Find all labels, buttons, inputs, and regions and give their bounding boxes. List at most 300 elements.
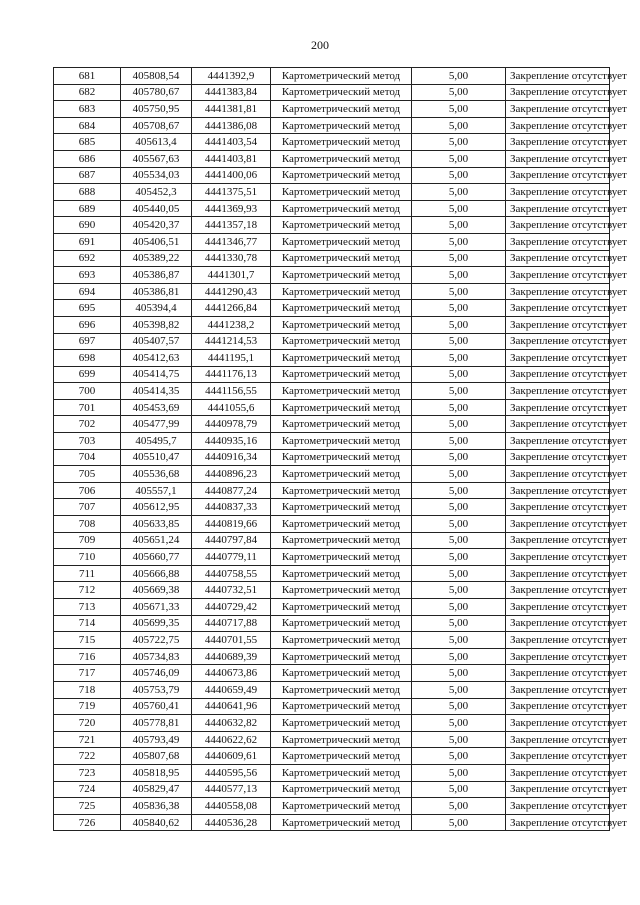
y-coordinate-cell: 4440837,33 — [192, 499, 271, 516]
table-row — [54, 781, 610, 798]
y-coordinate-cell: 4441195,1 — [192, 350, 271, 367]
method-cell: Картометрический метод — [271, 350, 412, 367]
point-number-cell: 687 — [54, 167, 121, 184]
method-cell: Картометрический метод — [271, 798, 412, 815]
y-coordinate-cell: 4440779,11 — [192, 549, 271, 566]
method-cell: Картометрический метод — [271, 267, 412, 284]
point-number-cell: 726 — [54, 814, 121, 831]
point-number-cell: 686 — [54, 150, 121, 167]
accuracy-cell: 5,00 — [412, 549, 506, 566]
point-number-cell: 724 — [54, 781, 121, 798]
y-coordinate-cell: 4440729,42 — [192, 599, 271, 616]
x-coordinate-cell: 405394,4 — [121, 300, 192, 317]
accuracy-cell: 5,00 — [412, 449, 506, 466]
y-coordinate-cell: 4441386,08 — [192, 117, 271, 134]
x-coordinate-cell: 405829,47 — [121, 781, 192, 798]
point-number-cell: 722 — [54, 748, 121, 765]
fixation-cell: Закрепление отсутствует — [506, 449, 610, 466]
accuracy-cell: 5,00 — [412, 516, 506, 533]
accuracy-cell: 5,00 — [412, 250, 506, 267]
table-row — [54, 267, 610, 284]
method-cell: Картометрический метод — [271, 731, 412, 748]
point-number-cell: 718 — [54, 681, 121, 698]
accuracy-cell: 5,00 — [412, 814, 506, 831]
point-number-cell: 719 — [54, 698, 121, 715]
fixation-cell: Закрепление отсутствует — [506, 416, 610, 433]
table-body — [54, 68, 627, 831]
table-row — [54, 449, 610, 466]
accuracy-cell: 5,00 — [412, 582, 506, 599]
table-row — [54, 250, 610, 267]
fixation-cell: Закрепление отсутствует — [506, 582, 610, 599]
x-coordinate-cell: 405722,75 — [121, 632, 192, 649]
accuracy-cell: 5,00 — [412, 565, 506, 582]
table-row — [54, 101, 610, 118]
fixation-cell: Закрепление отсутствует — [506, 101, 610, 118]
table-row — [54, 549, 610, 566]
table-row — [54, 167, 610, 184]
fixation-cell: Закрепление отсутствует — [506, 68, 610, 85]
method-cell: Картометрический метод — [271, 665, 412, 682]
y-coordinate-cell: 4441176,13 — [192, 366, 271, 383]
method-cell: Картометрический метод — [271, 233, 412, 250]
x-coordinate-cell: 405699,35 — [121, 615, 192, 632]
table-row — [54, 466, 610, 483]
fixation-cell: Закрепление отсутствует — [506, 599, 610, 616]
x-coordinate-cell: 405708,67 — [121, 117, 192, 134]
accuracy-cell: 5,00 — [412, 599, 506, 616]
y-coordinate-cell: 4440536,28 — [192, 814, 271, 831]
table-row — [54, 482, 610, 499]
x-coordinate-cell: 405750,95 — [121, 101, 192, 118]
x-coordinate-cell: 405414,35 — [121, 383, 192, 400]
y-coordinate-cell: 4441383,84 — [192, 84, 271, 101]
fixation-cell: Закрепление отсутствует — [506, 300, 610, 317]
accuracy-cell: 5,00 — [412, 416, 506, 433]
y-coordinate-cell: 4441346,77 — [192, 233, 271, 250]
table-row — [54, 233, 610, 250]
method-cell: Картометрический метод — [271, 648, 412, 665]
table-row — [54, 184, 610, 201]
accuracy-cell: 5,00 — [412, 532, 506, 549]
y-coordinate-cell: 4440877,24 — [192, 482, 271, 499]
accuracy-cell: 5,00 — [412, 681, 506, 698]
x-coordinate-cell: 405414,75 — [121, 366, 192, 383]
point-number-cell: 689 — [54, 200, 121, 217]
fixation-cell: Закрепление отсутствует — [506, 665, 610, 682]
fixation-cell: Закрепление отсутствует — [506, 681, 610, 698]
point-number-cell: 716 — [54, 648, 121, 665]
x-coordinate-cell: 405613,4 — [121, 134, 192, 151]
point-number-cell: 688 — [54, 184, 121, 201]
page-number: 200 — [311, 38, 329, 52]
fixation-cell: Закрепление отсутствует — [506, 316, 610, 333]
accuracy-cell: 5,00 — [412, 383, 506, 400]
table-row — [54, 150, 610, 167]
accuracy-cell: 5,00 — [412, 466, 506, 483]
x-coordinate-cell: 405760,41 — [121, 698, 192, 715]
point-number-cell: 685 — [54, 134, 121, 151]
fixation-cell: Закрепление отсутствует — [506, 499, 610, 516]
y-coordinate-cell: 4440632,82 — [192, 715, 271, 732]
table-row — [54, 383, 610, 400]
y-coordinate-cell: 4441369,93 — [192, 200, 271, 217]
accuracy-cell: 5,00 — [412, 267, 506, 284]
method-cell: Картометрический метод — [271, 781, 412, 798]
fixation-cell: Закрепление отсутствует — [506, 433, 610, 450]
accuracy-cell: 5,00 — [412, 167, 506, 184]
method-cell: Картометрический метод — [271, 565, 412, 582]
accuracy-cell: 5,00 — [412, 350, 506, 367]
table-row — [54, 615, 610, 632]
method-cell: Картометрический метод — [271, 366, 412, 383]
point-number-cell: 706 — [54, 482, 121, 499]
accuracy-cell: 5,00 — [412, 798, 506, 815]
table-row — [54, 698, 610, 715]
x-coordinate-cell: 405651,24 — [121, 532, 192, 549]
table-row — [54, 200, 610, 217]
fixation-cell: Закрепление отсутствует — [506, 549, 610, 566]
fixation-cell: Закрепление отсутствует — [506, 383, 610, 400]
table-row — [54, 416, 610, 433]
fixation-cell: Закрепление отсутствует — [506, 748, 610, 765]
method-cell: Картометрический метод — [271, 217, 412, 234]
fixation-cell: Закрепление отсутствует — [506, 715, 610, 732]
x-coordinate-cell: 405734,83 — [121, 648, 192, 665]
accuracy-cell: 5,00 — [412, 217, 506, 234]
y-coordinate-cell: 4440717,88 — [192, 615, 271, 632]
y-coordinate-cell: 4440689,39 — [192, 648, 271, 665]
fixation-cell: Закрепление отсутствует — [506, 648, 610, 665]
x-coordinate-cell: 405510,47 — [121, 449, 192, 466]
point-number-cell: 703 — [54, 433, 121, 450]
method-cell: Картометрический метод — [271, 433, 412, 450]
point-number-cell: 725 — [54, 798, 121, 815]
method-cell: Картометрический метод — [271, 68, 412, 85]
x-coordinate-cell: 405412,63 — [121, 350, 192, 367]
accuracy-cell: 5,00 — [412, 748, 506, 765]
x-coordinate-cell: 405669,38 — [121, 582, 192, 599]
x-coordinate-cell: 405386,81 — [121, 283, 192, 300]
accuracy-cell: 5,00 — [412, 117, 506, 134]
x-coordinate-cell: 405440,05 — [121, 200, 192, 217]
method-cell: Картометрический метод — [271, 748, 412, 765]
accuracy-cell: 5,00 — [412, 731, 506, 748]
method-cell: Картометрический метод — [271, 532, 412, 549]
point-number-cell: 711 — [54, 565, 121, 582]
x-coordinate-cell: 405389,22 — [121, 250, 192, 267]
method-cell: Картометрический метод — [271, 814, 412, 831]
table-row — [54, 582, 610, 599]
fixation-cell: Закрепление отсутствует — [506, 565, 610, 582]
y-coordinate-cell: 4441301,7 — [192, 267, 271, 284]
y-coordinate-cell: 4441290,43 — [192, 283, 271, 300]
x-coordinate-cell: 405818,95 — [121, 764, 192, 781]
fixation-cell: Закрепление отсутствует — [506, 731, 610, 748]
point-number-cell: 701 — [54, 399, 121, 416]
x-coordinate-cell: 405534,03 — [121, 167, 192, 184]
y-coordinate-cell: 4440622,62 — [192, 731, 271, 748]
accuracy-cell: 5,00 — [412, 68, 506, 85]
point-number-cell: 712 — [54, 582, 121, 599]
fixation-cell: Закрепление отсутствует — [506, 632, 610, 649]
point-number-cell: 723 — [54, 764, 121, 781]
accuracy-cell: 5,00 — [412, 366, 506, 383]
point-number-cell: 717 — [54, 665, 121, 682]
method-cell: Картометрический метод — [271, 499, 412, 516]
x-coordinate-cell: 405453,69 — [121, 399, 192, 416]
coordinates-table — [53, 67, 627, 831]
x-coordinate-cell: 405452,3 — [121, 184, 192, 201]
y-coordinate-cell: 4440896,23 — [192, 466, 271, 483]
table-row — [54, 117, 610, 134]
x-coordinate-cell: 405406,51 — [121, 233, 192, 250]
accuracy-cell: 5,00 — [412, 764, 506, 781]
table-row — [54, 516, 610, 533]
fixation-cell: Закрепление отсутствует — [506, 764, 610, 781]
method-cell: Картометрический метод — [271, 316, 412, 333]
method-cell: Картометрический метод — [271, 516, 412, 533]
y-coordinate-cell: 4440819,66 — [192, 516, 271, 533]
table-row — [54, 748, 610, 765]
x-coordinate-cell: 405495,7 — [121, 433, 192, 450]
fixation-cell: Закрепление отсутствует — [506, 250, 610, 267]
point-number-cell: 709 — [54, 532, 121, 549]
method-cell: Картометрический метод — [271, 200, 412, 217]
y-coordinate-cell: 4440758,55 — [192, 565, 271, 582]
method-cell: Картометрический метод — [271, 150, 412, 167]
x-coordinate-cell: 405793,49 — [121, 731, 192, 748]
accuracy-cell: 5,00 — [412, 698, 506, 715]
fixation-cell: Закрепление отсутствует — [506, 532, 610, 549]
fixation-cell: Закрепление отсутствует — [506, 184, 610, 201]
fixation-cell: Закрепление отсутствует — [506, 167, 610, 184]
table-row — [54, 399, 610, 416]
x-coordinate-cell: 405612,95 — [121, 499, 192, 516]
fixation-cell: Закрепление отсутствует — [506, 134, 610, 151]
point-number-cell: 691 — [54, 233, 121, 250]
method-cell: Картометрический метод — [271, 416, 412, 433]
x-coordinate-cell: 405778,81 — [121, 715, 192, 732]
table-row — [54, 499, 610, 516]
point-number-cell: 692 — [54, 250, 121, 267]
y-coordinate-cell: 4441357,18 — [192, 217, 271, 234]
y-coordinate-cell: 4441403,81 — [192, 150, 271, 167]
table-row — [54, 798, 610, 815]
y-coordinate-cell: 4440797,84 — [192, 532, 271, 549]
method-cell: Картометрический метод — [271, 715, 412, 732]
y-coordinate-cell: 4440609,61 — [192, 748, 271, 765]
point-number-cell: 698 — [54, 350, 121, 367]
accuracy-cell: 5,00 — [412, 283, 506, 300]
fixation-cell: Закрепление отсутствует — [506, 798, 610, 815]
accuracy-cell: 5,00 — [412, 134, 506, 151]
fixation-cell: Закрепление отсутствует — [506, 466, 610, 483]
fixation-cell: Закрепление отсутствует — [506, 516, 610, 533]
method-cell: Картометрический метод — [271, 117, 412, 134]
fixation-cell: Закрепление отсутствует — [506, 814, 610, 831]
y-coordinate-cell: 4440732,51 — [192, 582, 271, 599]
x-coordinate-cell: 405807,68 — [121, 748, 192, 765]
method-cell: Картометрический метод — [271, 764, 412, 781]
point-number-cell: 720 — [54, 715, 121, 732]
point-number-cell: 693 — [54, 267, 121, 284]
table-row — [54, 333, 610, 350]
accuracy-cell: 5,00 — [412, 648, 506, 665]
fixation-cell: Закрепление отсутствует — [506, 615, 610, 632]
method-cell: Картометрический метод — [271, 615, 412, 632]
x-coordinate-cell: 405557,1 — [121, 482, 192, 499]
method-cell: Картометрический метод — [271, 599, 412, 616]
point-number-cell: 690 — [54, 217, 121, 234]
y-coordinate-cell: 4440659,49 — [192, 681, 271, 698]
method-cell: Картометрический метод — [271, 383, 412, 400]
y-coordinate-cell: 4441156,55 — [192, 383, 271, 400]
y-coordinate-cell: 4440701,55 — [192, 632, 271, 649]
x-coordinate-cell: 405660,77 — [121, 549, 192, 566]
y-coordinate-cell: 4441266,84 — [192, 300, 271, 317]
y-coordinate-cell: 4440595,56 — [192, 764, 271, 781]
accuracy-cell: 5,00 — [412, 316, 506, 333]
point-number-cell: 714 — [54, 615, 121, 632]
table-row — [54, 316, 610, 333]
x-coordinate-cell: 405407,57 — [121, 333, 192, 350]
x-coordinate-cell: 405808,54 — [121, 68, 192, 85]
method-cell: Картометрический метод — [271, 184, 412, 201]
x-coordinate-cell: 405633,85 — [121, 516, 192, 533]
method-cell: Картометрический метод — [271, 167, 412, 184]
y-coordinate-cell: 4441392,9 — [192, 68, 271, 85]
y-coordinate-cell: 4441375,51 — [192, 184, 271, 201]
method-cell: Картометрический метод — [271, 466, 412, 483]
fixation-cell: Закрепление отсутствует — [506, 283, 610, 300]
table-row — [54, 731, 610, 748]
accuracy-cell: 5,00 — [412, 615, 506, 632]
y-coordinate-cell: 4440673,86 — [192, 665, 271, 682]
accuracy-cell: 5,00 — [412, 781, 506, 798]
point-number-cell: 695 — [54, 300, 121, 317]
x-coordinate-cell: 405386,87 — [121, 267, 192, 284]
fixation-cell: Закрепление отсутствует — [506, 698, 610, 715]
fixation-cell: Закрепление отсутствует — [506, 84, 610, 101]
point-number-cell: 684 — [54, 117, 121, 134]
fixation-cell: Закрепление отсутствует — [506, 117, 610, 134]
fixation-cell: Закрепление отсутствует — [506, 482, 610, 499]
fixation-cell: Закрепление отсутствует — [506, 217, 610, 234]
accuracy-cell: 5,00 — [412, 200, 506, 217]
accuracy-cell: 5,00 — [412, 184, 506, 201]
y-coordinate-cell: 4441330,78 — [192, 250, 271, 267]
x-coordinate-cell: 405780,67 — [121, 84, 192, 101]
x-coordinate-cell: 405536,68 — [121, 466, 192, 483]
method-cell: Картометрический метод — [271, 84, 412, 101]
point-number-cell: 704 — [54, 449, 121, 466]
method-cell: Картометрический метод — [271, 283, 412, 300]
accuracy-cell: 5,00 — [412, 233, 506, 250]
x-coordinate-cell: 405420,37 — [121, 217, 192, 234]
table-row — [54, 599, 610, 616]
point-number-cell: 696 — [54, 316, 121, 333]
table-row — [54, 84, 610, 101]
table-row — [54, 648, 610, 665]
accuracy-cell: 5,00 — [412, 433, 506, 450]
accuracy-cell: 5,00 — [412, 665, 506, 682]
x-coordinate-cell: 405398,82 — [121, 316, 192, 333]
method-cell: Картометрический метод — [271, 681, 412, 698]
table-row — [54, 134, 610, 151]
y-coordinate-cell: 4440558,08 — [192, 798, 271, 815]
table-row — [54, 681, 610, 698]
y-coordinate-cell: 4441403,54 — [192, 134, 271, 151]
point-number-cell: 708 — [54, 516, 121, 533]
accuracy-cell: 5,00 — [412, 399, 506, 416]
point-number-cell: 694 — [54, 283, 121, 300]
table-row — [54, 433, 610, 450]
accuracy-cell: 5,00 — [412, 150, 506, 167]
y-coordinate-cell: 4440935,16 — [192, 433, 271, 450]
point-number-cell: 681 — [54, 68, 121, 85]
table-row — [54, 632, 610, 649]
point-number-cell: 710 — [54, 549, 121, 566]
fixation-cell: Закрепление отсутствует — [506, 233, 610, 250]
x-coordinate-cell: 405567,63 — [121, 150, 192, 167]
accuracy-cell: 5,00 — [412, 101, 506, 118]
x-coordinate-cell: 405746,09 — [121, 665, 192, 682]
table-row — [54, 300, 610, 317]
fixation-cell: Закрепление отсутствует — [506, 366, 610, 383]
accuracy-cell: 5,00 — [412, 300, 506, 317]
y-coordinate-cell: 4441238,2 — [192, 316, 271, 333]
x-coordinate-cell: 405836,38 — [121, 798, 192, 815]
point-number-cell: 705 — [54, 466, 121, 483]
accuracy-cell: 5,00 — [412, 499, 506, 516]
fixation-cell: Закрепление отсутствует — [506, 150, 610, 167]
y-coordinate-cell: 4441400,06 — [192, 167, 271, 184]
fixation-cell: Закрепление отсутствует — [506, 350, 610, 367]
fixation-cell: Закрепление отсутствует — [506, 399, 610, 416]
method-cell: Картометрический метод — [271, 482, 412, 499]
table-row — [54, 715, 610, 732]
table-row — [54, 366, 610, 383]
point-number-cell: 702 — [54, 416, 121, 433]
table-row — [54, 665, 610, 682]
accuracy-cell: 5,00 — [412, 84, 506, 101]
method-cell: Картометрический метод — [271, 399, 412, 416]
table-row — [54, 764, 610, 781]
y-coordinate-cell: 4440641,96 — [192, 698, 271, 715]
table-row — [54, 68, 610, 85]
y-coordinate-cell: 4440978,79 — [192, 416, 271, 433]
method-cell: Картометрический метод — [271, 333, 412, 350]
point-number-cell: 683 — [54, 101, 121, 118]
fixation-cell: Закрепление отсутствует — [506, 200, 610, 217]
table-row — [54, 217, 610, 234]
method-cell: Картометрический метод — [271, 632, 412, 649]
point-number-cell: 697 — [54, 333, 121, 350]
x-coordinate-cell: 405671,33 — [121, 599, 192, 616]
accuracy-cell: 5,00 — [412, 482, 506, 499]
method-cell: Картометрический метод — [271, 549, 412, 566]
method-cell: Картометрический метод — [271, 300, 412, 317]
accuracy-cell: 5,00 — [412, 333, 506, 350]
point-number-cell: 699 — [54, 366, 121, 383]
fixation-cell: Закрепление отсутствует — [506, 333, 610, 350]
y-coordinate-cell: 4441214,53 — [192, 333, 271, 350]
method-cell: Картометрический метод — [271, 582, 412, 599]
y-coordinate-cell: 4441381,81 — [192, 101, 271, 118]
x-coordinate-cell: 405666,88 — [121, 565, 192, 582]
point-number-cell: 713 — [54, 599, 121, 616]
